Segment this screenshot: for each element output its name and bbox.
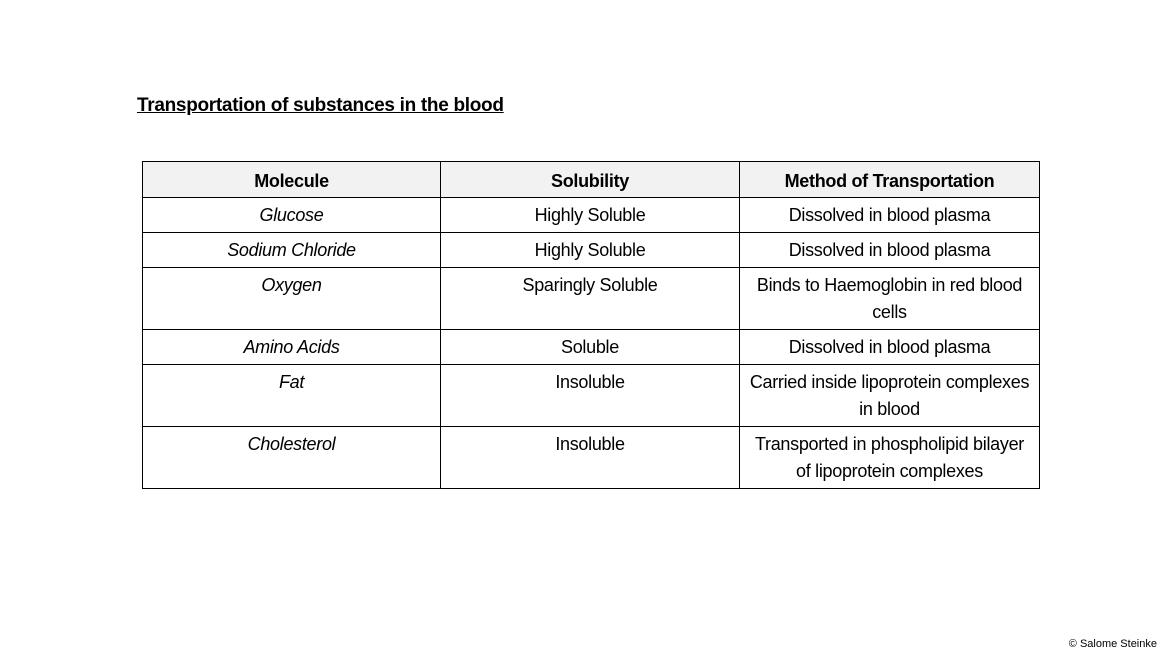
table-row (143, 233, 1040, 268)
copyright-notice: © Salome Steinke (1068, 638, 1157, 650)
table-header-row (143, 162, 1040, 198)
cell-solubility: Sparingly Soluble (441, 268, 740, 330)
table-row (143, 198, 1040, 233)
cell-method: Carried inside lipoprotein complexes in blood (740, 365, 1040, 427)
table-row (143, 427, 1040, 489)
cell-method: Transported in phospholipid bilayer of lipoprotein complexes (740, 427, 1040, 489)
header-solubility: Solubility (441, 162, 740, 198)
header-molecule: Molecule (143, 162, 441, 198)
cell-method: Dissolved in blood plasma (740, 330, 1040, 365)
cell-method: Dissolved in blood plasma (740, 198, 1040, 233)
cell-method: Binds to Haemoglobin in red blood cells (740, 268, 1040, 330)
cell-solubility: Insoluble (441, 365, 740, 427)
table-row (143, 365, 1040, 427)
cell-solubility: Highly Soluble (441, 233, 740, 268)
header-method: Method of Transportation (740, 162, 1040, 198)
cell-solubility: Insoluble (441, 427, 740, 489)
cell-molecule: Glucose (143, 198, 441, 233)
cell-solubility: Soluble (441, 330, 740, 365)
cell-molecule: Fat (143, 365, 441, 427)
transport-table (142, 161, 1040, 489)
cell-molecule: Sodium Chloride (143, 233, 441, 268)
document-title: Transportation of substances in the blood (137, 95, 504, 116)
cell-method: Dissolved in blood plasma (740, 233, 1040, 268)
cell-molecule: Oxygen (143, 268, 441, 330)
cell-solubility: Highly Soluble (441, 198, 740, 233)
cell-molecule: Cholesterol (143, 427, 441, 489)
table-row (143, 330, 1040, 365)
table-row (143, 268, 1040, 330)
cell-molecule: Amino Acids (143, 330, 441, 365)
